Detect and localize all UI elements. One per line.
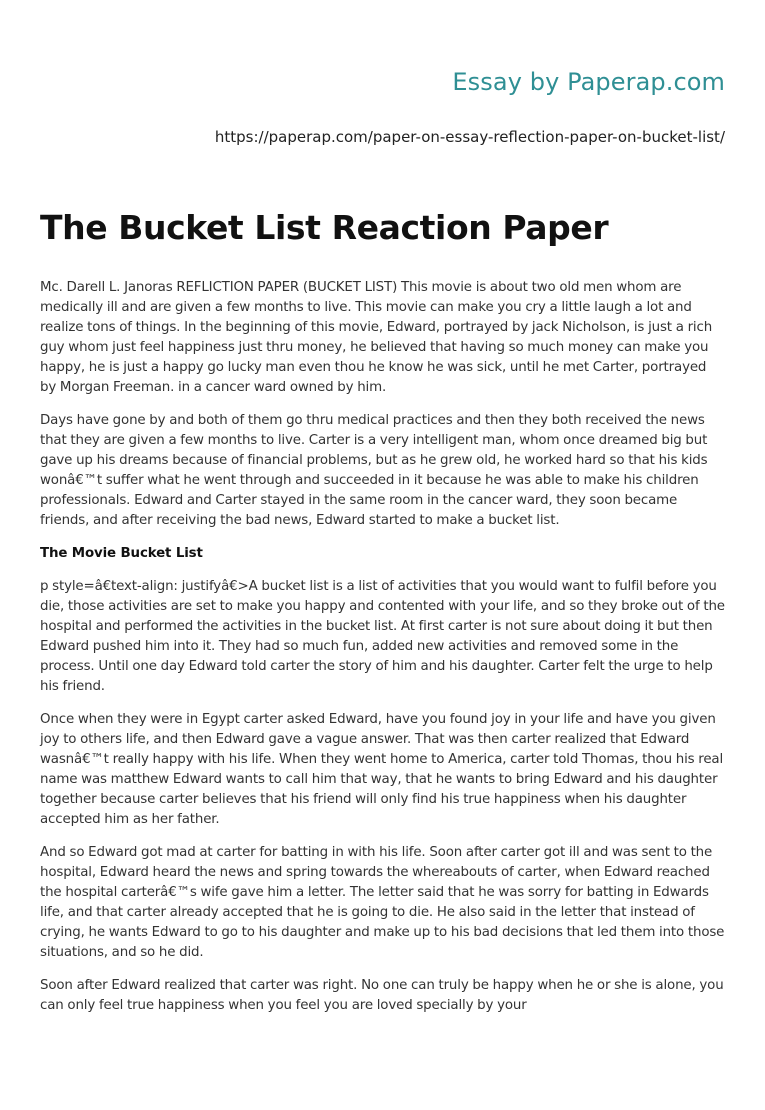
paragraph: Days have gone by and both of them go thru medical practices and then they both received the news that they are given a few months to live. Carter is a very intelligent man, whom once dreamed big but gave up his dreams because of financial problems, but as he grew old, he worked hard so that his kids wonâ€™t suffer what he went through and succeeded in it because he was able to make his children professionals. Edward and Carter stayed in the same room in the cancer ward, they soon became friends, and after receiving the bad news, Edward started to make a bucket list. <box>40 413 708 528</box>
section-heading: The Movie Bucket List <box>40 546 203 561</box>
paragraph: Soon after Edward realized that carter was right. No one can truly be happy when he or she is alone, you can only feel true happiness when you feel you are loved specially by your <box>40 978 724 1013</box>
page-title: The Bucket List Reaction Paper <box>40 208 609 247</box>
paragraph: And so Edward got mad at carter for batting in with his life. Soon after carter got ill and was sent to the hospital, Edward heard the news and spring towards the whereabouts of carter, when Edward reached the hospital carterâ€™s wife gave him a letter. The letter said that he was sorry for batting in Edwards life, and that carter already accepted that he is going to die. He also said in the letter that instead of crying, he wants Edward to go to his daughter and make up to his bad decisions that led them into those situations, and so he did. <box>40 845 725 960</box>
paragraph: Mc. Darell L. Janoras REFLICTION PAPER (BUCKET LIST) This movie is about two old men whom are medically ill and are given a few months to live. This movie can make you cry a little laugh a lot and realize tons of things. In the beginning of this movie, Edward, portrayed by jack Nicholson, is just a rich guy whom just feel happiness just thru money, he believed that having so much money can make you happy, he is just a happy go lucky man even thou he know he was sick, until he met Carter, portrayed by Morgan Freeman. in a cancer ward owned by him. <box>40 280 713 395</box>
site-brand-link[interactable]: Essay by Paperap.com <box>452 68 725 96</box>
page-url-link[interactable]: https://paperap.com/paper-on-essay-reflection-paper-on-bucket-list/ <box>214 128 725 146</box>
paragraph: p style=â€text-align: justifyâ€>A bucket list is a list of activities that you would want to fulfil before you die, those activities are set to make you happy and contented with your life, and so they broke out of the hospital and performed the activities in the bucket list. At first carter is not sure about doing it but then Edward pushed him into it. They had so much fun, added new activities and removed some in the process. Until one day Edward told carter the story of him and his daughter. Carter felt the urge to help his friend. <box>40 579 725 694</box>
paragraph: Once when they were in Egypt carter asked Edward, have you found joy in your life and have you given joy to others life, and then Edward gave a vague answer. That was then carter realized that Edward wasnâ€™t really happy with his life. When they went home to America, carter told Thomas, thou his real name was matthew Edward wants to call him that way, that he wants to bring Edward and his daughter together because carter believes that his friend will only find his true happiness when his daughter accepted him as her father. <box>40 712 724 827</box>
article-body <box>40 278 725 1029</box>
